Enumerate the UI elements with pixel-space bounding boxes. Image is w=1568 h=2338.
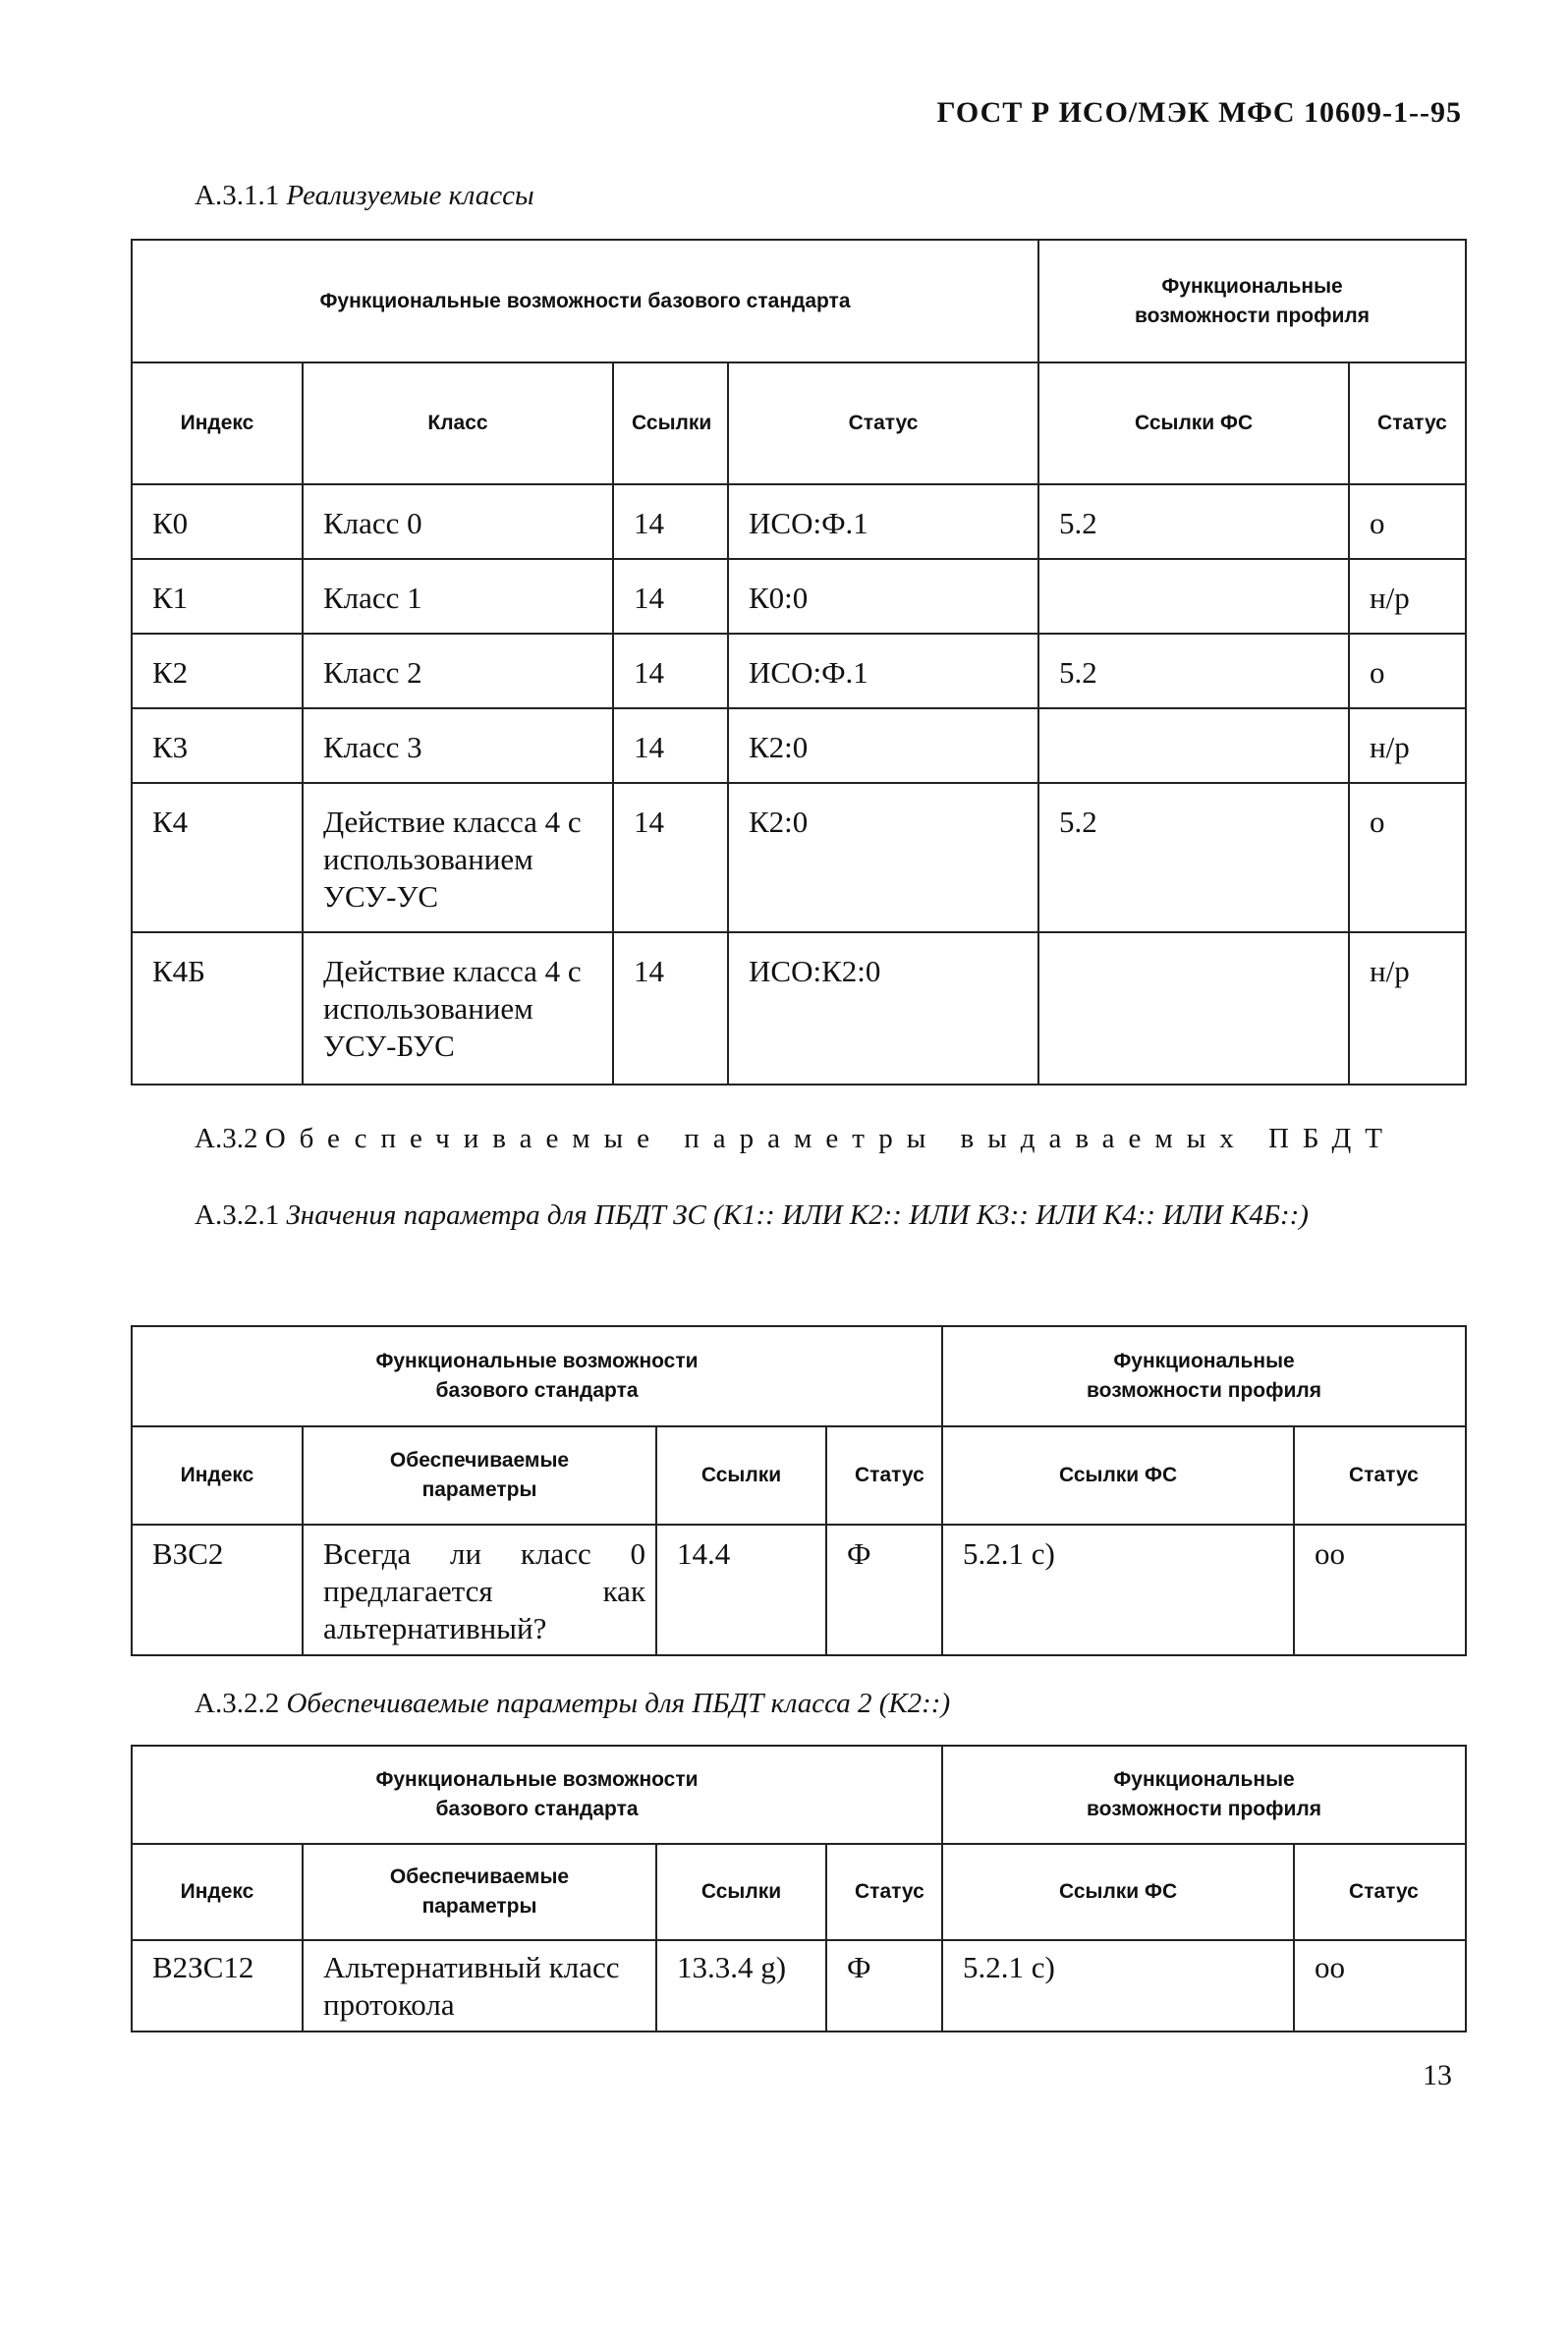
cell-fs-refs [1038, 708, 1349, 783]
group-header-profile: Функциональные возможности профиля [942, 1326, 1466, 1426]
cell-status: К2:0 [728, 783, 1038, 932]
cell-param: Всегда ли класс 0 предлагается как альтернативный? [303, 1525, 656, 1655]
section-title: Обеспечиваемые параметры выдаваемых ПБДТ [264, 1123, 1396, 1154]
group-header-base: Функциональные возможности базового стандарта [132, 1326, 942, 1426]
cell-index: К1 [132, 559, 303, 634]
cell-fs-refs: 5.2.1 с) [942, 1940, 1294, 2032]
section-title: Обеспечиваемые параметры для ПБДТ класса 2 (К2::) [286, 1688, 951, 1719]
cell-index: К3 [132, 708, 303, 783]
document-header: ГОСТ Р ИСО/МЭК МФС 10609-1--95 [936, 96, 1462, 129]
cell-fs-refs: 5.2 [1038, 484, 1349, 559]
table-row [132, 634, 1466, 708]
section-number: А.3.2 [195, 1123, 258, 1154]
cell-fs-refs: 5.2 [1038, 783, 1349, 932]
cell-fs-refs [1038, 932, 1349, 1085]
cell-profile-status: о [1349, 783, 1466, 932]
cell-refs: 14 [613, 932, 728, 1085]
col-header-index: Индекс [132, 1844, 303, 1940]
cell-profile-status: о [1349, 634, 1466, 708]
col-header-params: Обеспечиваемые параметры [303, 1844, 656, 1940]
table-row [132, 1940, 1466, 2032]
cell-fs-refs: 5.2.1 с) [942, 1525, 1294, 1655]
cell-index: ВЗС2 [132, 1525, 303, 1655]
table-row [132, 708, 1466, 783]
cell-class: Класс 2 [303, 634, 613, 708]
col-header-profile-status: Статус [1349, 362, 1466, 484]
cell-refs: 14 [613, 634, 728, 708]
classes-table [131, 239, 1467, 1086]
group-header-base: Функциональные возможности базового стандарта [132, 1746, 942, 1844]
col-header-fs-refs: Ссылки ФС [1038, 362, 1349, 484]
section-number: А.3.2.2 [195, 1688, 280, 1719]
col-header-refs: Ссылки [656, 1844, 826, 1940]
cell-class: Класс 1 [303, 559, 613, 634]
section-title: Реализуемые классы [286, 180, 534, 211]
table-row [132, 559, 1466, 634]
cell-refs: 13.3.4 g) [656, 1940, 826, 2032]
col-header-status: Статус [826, 1426, 942, 1525]
cell-index: В2ЗС12 [132, 1940, 303, 2032]
cell-profile-status: н/р [1349, 708, 1466, 783]
cell-class: Класс 0 [303, 484, 613, 559]
section-a32-heading [195, 1123, 1462, 1155]
cell-refs: 14.4 [656, 1525, 826, 1655]
table-row [132, 932, 1466, 1085]
cell-status: Ф [826, 1940, 942, 2032]
section-a322-heading [195, 1688, 950, 1720]
cell-refs: 14 [613, 783, 728, 932]
cell-profile-status: оо [1294, 1525, 1466, 1655]
col-header-class: Класс [303, 362, 613, 484]
params-table-k2 [131, 1745, 1467, 2032]
section-title: Значения параметра для ПБДТ ЗС (К1:: ИЛИ К2:: ИЛИ К3:: ИЛИ К4:: ИЛИ К4Б::) [286, 1199, 1309, 1231]
cell-index: К4Б [132, 932, 303, 1085]
col-header-status: Статус [826, 1844, 942, 1940]
col-header-refs: Ссылки [656, 1426, 826, 1525]
section-number: А.3.1.1 [195, 180, 280, 211]
col-header-refs: Ссылки [613, 362, 728, 484]
col-header-status: Статус [728, 362, 1038, 484]
cell-profile-status: н/р [1349, 932, 1466, 1085]
group-header-profile: Функциональные возможности профиля [1038, 240, 1466, 362]
section-number: А.3.2.1 [195, 1199, 280, 1231]
cell-status: ИСО:Ф.1 [728, 484, 1038, 559]
cell-profile-status: оо [1294, 1940, 1466, 2032]
table-row [132, 783, 1466, 932]
cell-status: ИСО:К2:0 [728, 932, 1038, 1085]
cell-profile-status: о [1349, 484, 1466, 559]
cell-index: К2 [132, 634, 303, 708]
group-header-profile: Функциональные возможности профиля [942, 1746, 1466, 1844]
col-header-profile-status: Статус [1294, 1426, 1466, 1525]
table-row [132, 1525, 1466, 1655]
group-header-base: Функциональные возможности базового стандарта [132, 240, 1038, 362]
cell-class: Класс 3 [303, 708, 613, 783]
cell-status: К0:0 [728, 559, 1038, 634]
cell-class: Действие класса 4 с использованием УСУ-УС [303, 783, 613, 932]
section-a321-heading [131, 1197, 1467, 1234]
col-header-fs-refs: Ссылки ФС [942, 1844, 1294, 1940]
cell-refs: 14 [613, 708, 728, 783]
cell-refs: 14 [613, 484, 728, 559]
cell-index: К0 [132, 484, 303, 559]
cell-fs-refs [1038, 559, 1349, 634]
cell-status: ИСО:Ф.1 [728, 634, 1038, 708]
cell-profile-status: н/р [1349, 559, 1466, 634]
cell-fs-refs: 5.2 [1038, 634, 1349, 708]
cell-status: Ф [826, 1525, 942, 1655]
col-header-index: Индекс [132, 362, 303, 484]
cell-param: Альтернативный класс протокола [303, 1940, 656, 2032]
col-header-params: Обеспечиваемые параметры [303, 1426, 656, 1525]
table-row [132, 484, 1466, 559]
cell-class: Действие класса 4 с использованием УСУ-БУС [303, 932, 613, 1085]
params-table-zs [131, 1325, 1467, 1656]
col-header-index: Индекс [132, 1426, 303, 1525]
page-number: 13 [1423, 2059, 1452, 2091]
col-header-fs-refs: Ссылки ФС [942, 1426, 1294, 1525]
cell-index: К4 [132, 783, 303, 932]
section-a311-heading [195, 180, 534, 212]
col-header-profile-status: Статус [1294, 1844, 1466, 1940]
cell-refs: 14 [613, 559, 728, 634]
cell-status: К2:0 [728, 708, 1038, 783]
